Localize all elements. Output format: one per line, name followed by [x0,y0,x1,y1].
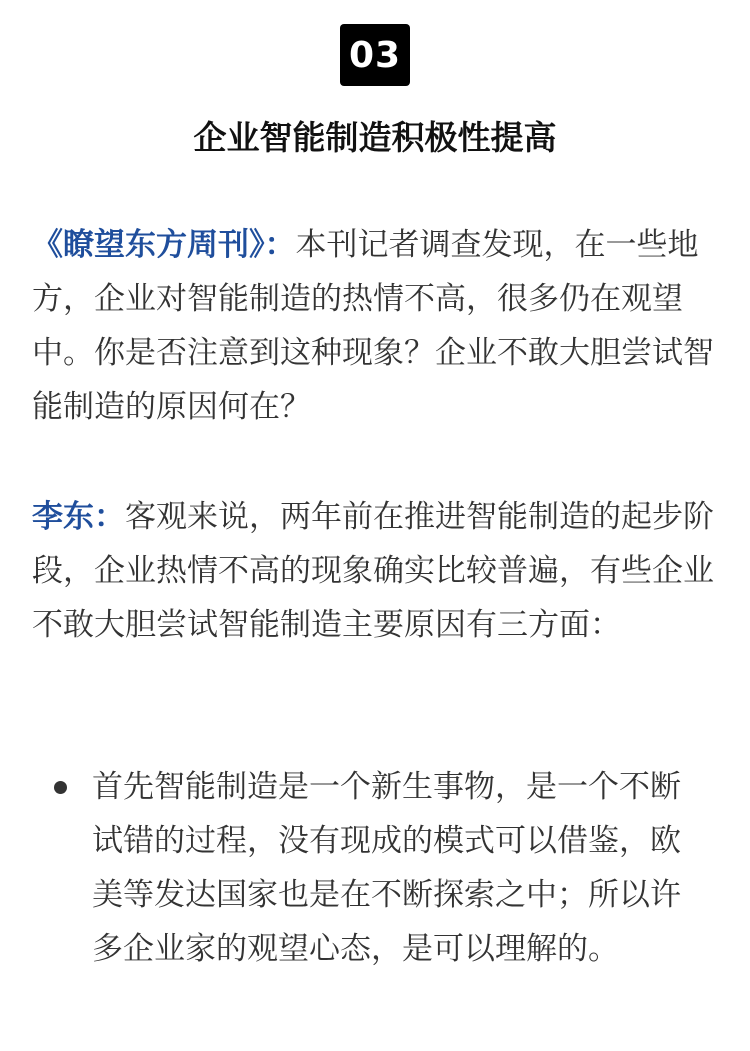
section-number-badge [340,24,410,86]
list-item [50,760,710,976]
section-title: 企业智能制造积极性提高 [193,118,557,157]
bullet-dot-icon [54,781,67,794]
section-number: 03 [348,34,402,76]
speaker-label: 李东： [32,499,125,535]
answer-paragraph [32,490,722,652]
list-item-text: 首先智能制造是一个新生事物，是一个不断试错的过程，没有现成的模式可以借鉴，欧美等发达国家也是在不断探索之中；所以许多企业家的观望心态，是可以理解的。 [92,769,681,967]
reason-list [50,760,710,976]
answer-text: 客观来说，两年前在推进智能制造的起步阶段，企业热情不高的现象确实比较普遍，有些企业不敢大胆尝试智能制造主要原因有三方面： [32,499,714,643]
speaker-label: 《瞭望东方周刊》： [32,227,296,263]
question-text: 本刊记者调查发现，在一些地方，企业对智能制造的热情不高，很多仍在观望中。你是否注意到这种现象？企业不敢大胆尝试智能制造的原因何在？ [32,227,714,425]
question-paragraph [32,218,722,434]
